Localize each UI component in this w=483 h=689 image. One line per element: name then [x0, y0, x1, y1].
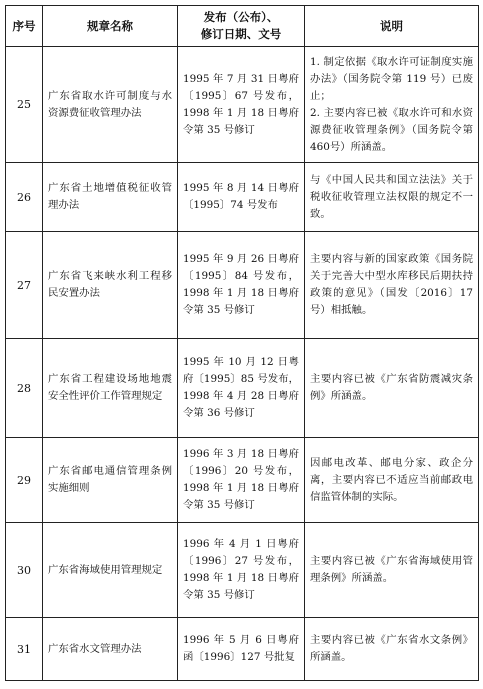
- notes-cell: [305, 438, 479, 523]
- table-row: [6, 438, 479, 523]
- note-item: 主要内容已被《广东省海域使用管理条例》所涵盖。: [310, 555, 473, 584]
- regulations-table: [5, 5, 479, 681]
- header-notes: 说明: [305, 6, 479, 47]
- notes-cell: [305, 232, 479, 339]
- regulation-name: 广东省飞来峡水利工程移民安置办法: [43, 232, 178, 339]
- issue-info: 1995 年 8 月 14 日粤府〔1995〕74 号发布: [178, 163, 305, 232]
- notes-cell: [305, 47, 479, 163]
- header-issued-line1: 发布（公布）、: [203, 10, 279, 24]
- table-row: [6, 618, 479, 681]
- note-item: 因邮电改革、邮电分家、政企分离，主要内容已不适应当前邮政电信监管体制的实际。: [310, 456, 473, 503]
- notes-cell: [305, 618, 479, 681]
- row-number: 26: [6, 163, 43, 232]
- regulation-name: 广东省工程建设场地地震安全性评价工作管理规定: [43, 339, 178, 438]
- note-item: 1. 制定依据《取水许可证制度实施办法》（国务院令第 119 号）已废止；: [310, 55, 473, 102]
- regulation-name: 广东省邮电通信管理条例实施细则: [43, 438, 178, 523]
- issue-info: 1996 年 4 月 1 日粤府〔1996〕27 号发布，1998 年 1 月 18 日粤府令第 35 号修订: [178, 523, 305, 618]
- table-header-row: [6, 6, 479, 47]
- row-number: 31: [6, 618, 43, 681]
- note-item: 主要内容已被《广东省防震减灾条例》所涵盖。: [310, 373, 473, 402]
- issue-info: 1995 年 7 月 31 日粤府〔1995〕67 号发布，1998 年 1 月 18 日粤府令第 35 号修订: [178, 47, 305, 163]
- row-number: 30: [6, 523, 43, 618]
- row-number: 28: [6, 339, 43, 438]
- issue-info: 1996 年 5 月 6 日粤府函〔1996〕127 号批复: [178, 618, 305, 681]
- table-row: [6, 232, 479, 339]
- notes-cell: [305, 339, 479, 438]
- note-item: 主要内容与新的国家政策《国务院关于完善大中型水库移民后期扶持政策的意见》（国发〔2016〕17 号）相抵触。: [310, 253, 473, 316]
- table-row: [6, 163, 479, 232]
- header-issued: [178, 6, 305, 47]
- notes-cell: [305, 163, 479, 232]
- regulation-name: 广东省土地增值税征收管理办法: [43, 163, 178, 232]
- row-number: 25: [6, 47, 43, 163]
- regulation-name: 广东省取水许可制度与水资源费征收管理办法: [43, 47, 178, 163]
- regulation-name: 广东省海域使用管理规定: [43, 523, 178, 618]
- table-row: [6, 339, 479, 438]
- issue-info: 1996 年 3 月 18 日粤府〔1996〕20 号发布，1998 年 1 月 18 日粤府令第 35 号修订: [178, 438, 305, 523]
- table-row: [6, 523, 479, 618]
- issue-info: 1995 年 9 月 26 日粤府〔1995〕84 号发布，1998 年 1 月 18 日粤府令第 35 号修订: [178, 232, 305, 339]
- row-number: 27: [6, 232, 43, 339]
- issue-info: 1995 年 10 月 12 日粤府〔1995〕85 号发布，1998 年 4 月 28 日粤府令第 36 号修订: [178, 339, 305, 438]
- note-item: 主要内容已被《广东省水文条例》所涵盖。: [310, 634, 473, 663]
- note-item: 与《中国人民共和国立法法》关于税收征收管理立法权限的规定不一致。: [310, 173, 473, 220]
- regulation-name: 广东省水文管理办法: [43, 618, 178, 681]
- notes-cell: [305, 523, 479, 618]
- header-name: 规章名称: [43, 6, 178, 47]
- header-seq: 序号: [6, 6, 43, 47]
- table-row: [6, 47, 479, 163]
- note-item: 2. 主要内容已被《取水许可和水资源费征收管理条例》（国务院令第460号）所涵盖。: [310, 106, 473, 153]
- row-number: 29: [6, 438, 43, 523]
- header-issued-line2: 修订日期、文号: [200, 27, 282, 41]
